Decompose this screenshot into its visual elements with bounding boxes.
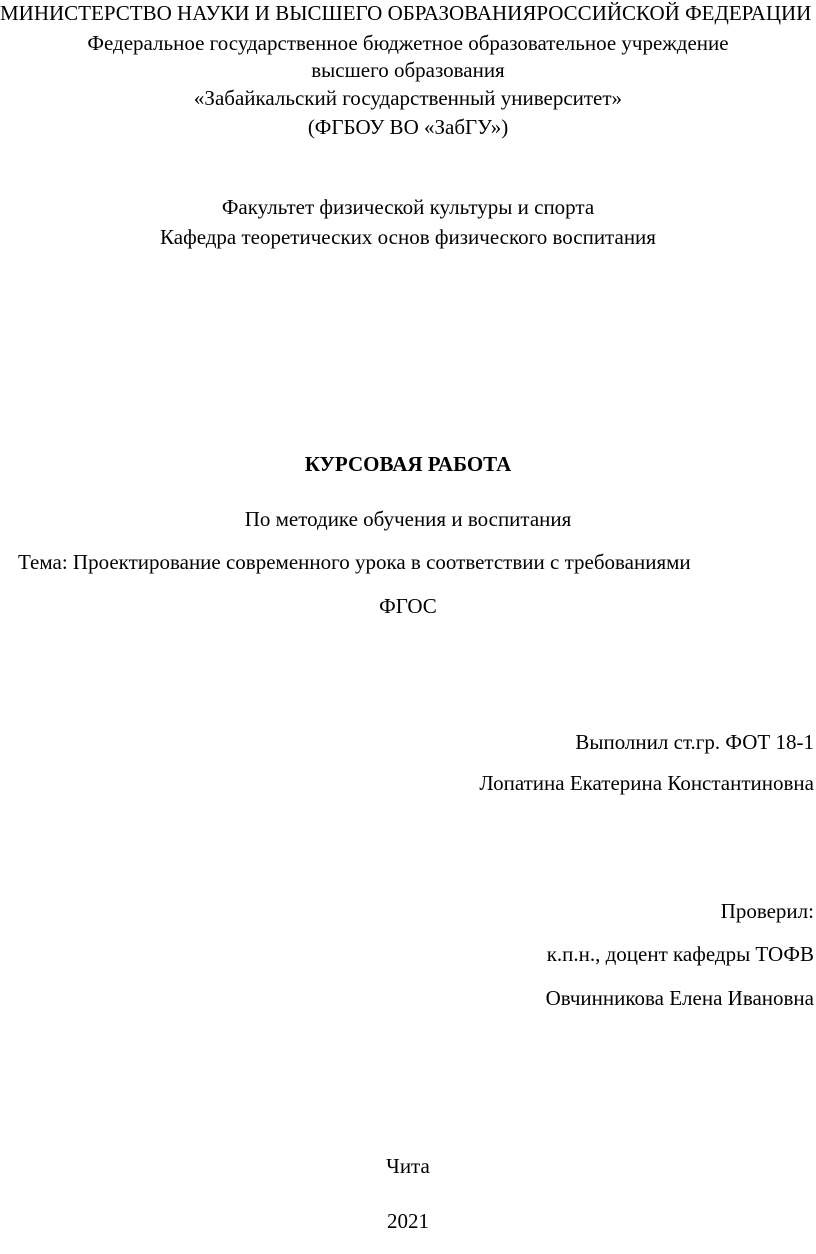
- university-abbreviation: (ФГБОУ ВО «ЗабГУ»): [307, 115, 509, 139]
- reviewer-title: к.п.н., доцент кафедры ТОФВ: [546, 942, 814, 966]
- work-topic-line-1: Тема: Проектирование современного урока в соответствии с требованиями: [18, 550, 691, 574]
- institution-type-line-1: Федеральное государственное бюджетное образовательное учреждение: [87, 31, 729, 55]
- faculty-name: Факультет физической культуры и спорта: [221, 195, 595, 219]
- ministry-heading: МИНИСТЕРСТВО НАУКИ И ВЫСШЕГО ОБРАЗОВАНИЯРОССИЙСКОЙ ФЕДЕРАЦИИ: [0, 1, 812, 25]
- work-subject: По методике обучения и воспитания: [244, 507, 572, 531]
- institution-type-line-2: высшего образования: [311, 58, 505, 82]
- author-performed-by: Выполнил ст.гр. ФОТ 18-1: [575, 730, 814, 754]
- city: Чита: [386, 1154, 430, 1178]
- department-name: Кафедра теоретических основ физического воспитания: [160, 225, 656, 249]
- reviewer-name: Овчинникова Елена Ивановна: [545, 986, 814, 1010]
- work-topic-line-2: ФГОС: [379, 594, 437, 618]
- year: 2021: [387, 1209, 429, 1233]
- reviewer-checked-by: Проверил:: [720, 899, 814, 923]
- university-name: «Забайкальский государственный университет»: [193, 86, 623, 110]
- author-name: Лопатина Екатерина Константиновна: [479, 771, 814, 795]
- work-type: КУРСОВАЯ РАБОТА: [304, 452, 512, 476]
